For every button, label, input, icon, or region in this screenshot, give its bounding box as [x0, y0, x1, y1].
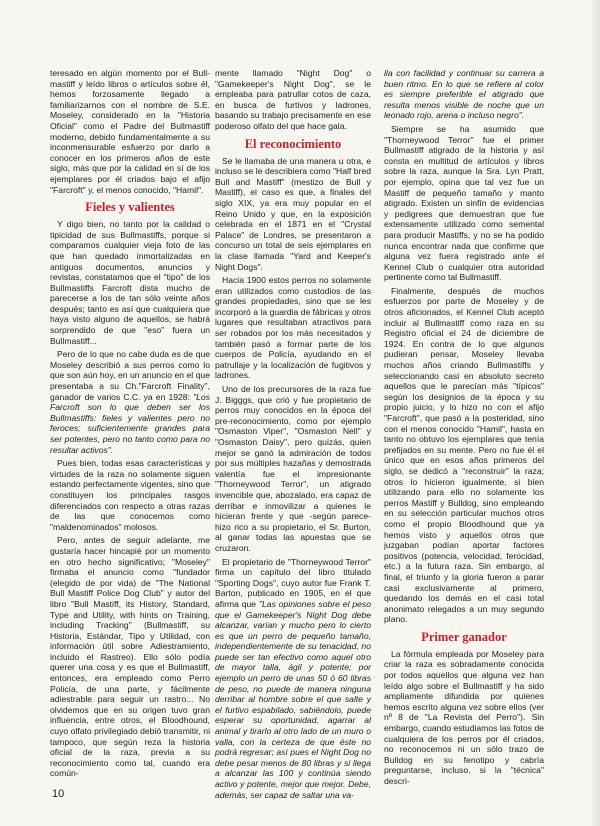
text-column-3	[384, 68, 544, 790]
section-heading-reconocimiento: El reconocimiento	[244, 136, 342, 151]
page-edge-shadow	[590, 0, 600, 826]
paragraph: Finalmente, después de muchos esfuerzos por parte de Moseley y de otros aficionados, el Kennel Club aceptó incluir al Bullmastiff como raza en su Registro oficial el 24 de diciembre de 1924. En contra de lo que algunos pudieran pensar, Moseley llevaba muchos años criando Bullmastiffs y seleccionando casi en absoluto secreto aquellos que le parecían más "típicos" según los designios de la época y su propio juicio, y lo hizo no con el afijo "Farcroft", que pasó a la posteridad, sino con el menos conocido "Hamil", hasta en tanto no obtuvo los ejemplares que tenía prefijados en su mente. Pero no fue él el único que en esos años primeros del siglo, se dedicó a "reconstruir" la raza; otros lo hicieron igualmente, si bien utilizando para ello no solamente los perros Mastiff y Bulldog, sino empleando en su selección particular muchos otros como el propio Bloodhound que ya hemos visto y aquellos otros que juzgaban podían aportar factores positivos (potencia, velocidad, ferocidad, etc.) a la futura raza. Sin embargo, al final, el triunfo y la gloria fueron a parar casi exclusivamente al primero, quedando los demás en el casi total anonimato relegados a un muy segundo plano.	[384, 285, 544, 625]
page-number: 10	[52, 788, 65, 800]
paragraph: Siempre se ha asumido que "Thorneywood Terror" fue el primer Bullmastiff atigrado de la historia y así consta en multitud de artículos y libros sobre la raza, aunque la Sra. Lyn Pratt, por ejemplo, opina que tal vez fue un Mastiff de pequeño tamaño y manto atigrado. Existen un sinfín de evidencias y pedigrees que demuestran que fue extensamente utilizado como semental para producir Mastiffs, y no se ha podido nunca encontrar nada que confirme que alguna vez fuera registrado ante el Kennel Club o cualquier otra autoridad pertinente como tal Bullmastiff.	[384, 123, 544, 283]
paragraph: Se le llamaba de una manera u otra, e incluso se le describiera como "Half bred Bull and Mastiff" (mestizo de Bull y Mastiff), el caso es que, a finales del siglo XIX, ya era muy popular en el Reino Unido y que, en la exposición celebrada en el 1871 en el "Crystal Palace" de Londres, se presentaron a concurso un total de seis ejemplares en la clase llamada "Yard and Keeper's Night Dogs".	[215, 155, 371, 272]
paragraph: Pues bien, todas esas características y virtudes de la raza no solamente siguen estando perfectamente vigentes, sino que constituyen los principales rasgos diferenciados con respecto a otras razas de las que conocemos como "maldenominados" molosos.	[50, 458, 210, 532]
paragraph: mente llamado "Night Dog" o "Gamekeeper's Night Dog", se le empleaba para patrullar cotos de caza, en busca de furtivos y ladrones, basando su trabajo precisamente en ese poderoso olfato del que hace gala.	[215, 68, 371, 131]
section-heading-fieles: Fieles y valientes	[85, 200, 175, 215]
quote-text: "Las opiniones sobre el peso que el Gamekeeper's Night Dog debe alcanzar, varían y mucho pero lo cierto es que un perro de pequeño tamaño, independientemente de su tenacidad, no puede ser tan efectivo como aquel otro de mayor talla, ágil y potente; por ejemplo un perro de unas 50 ó 60 libras de peso, no puede de manera ninguna derribar al hombre sobre el que salte y el furtivo espabilado, sabiéndolo, puede esperar su oportunidad, agarrar al animal y tirarlo al otro lado de un muro o valla, con la certeza de que éste no podrá regresar; así pues el Night Dog no debe pesar menos de 80 libras y si llega a alcanzar las 100 y continúa siendo activo y potente, mejor que mejor. Debe, además, ser capaz de saltar una va-	[215, 598, 371, 800]
paragraph	[50, 349, 210, 455]
paragraph	[215, 557, 371, 801]
text-column-1	[50, 68, 210, 782]
section-heading-primer-ganador: Primer ganador	[421, 629, 507, 644]
quote-paragraph: lla con facilidad y continuar su carrera a buen ritmo. En lo que se refiere al color es siempre preferible el atigrado que resulta menos visible de noche que un leonado rojo, arena o incluso negro".	[384, 68, 544, 121]
text-column-2	[215, 68, 371, 803]
paragraph-text: El propietario de "Thorneywood Terror" firma un capítulo del libro titulado "Sporting Dogs", cuyo autor fue Frank T. Barton, publicado en 1905, en el que afirma que	[215, 556, 371, 609]
quote-text: "Los Farcroft son lo que deben ser los Bullmastiffs: fieles y valientes pero no feroces; suficientemente grandes para ser potentes, pero no tanto como para no resultar activos".	[50, 391, 210, 455]
paragraph-text: Pero de lo que no cabe duda es de que Moseley describió a sus perros como lo que son aún hoy, en un anuncio en el que presentaba a su Ch."Farcroft Finality", ganador de varios C.C. ya en 1928:	[50, 349, 210, 402]
paragraph: Uno de los precursores de la raza fue J. Bigggs, que crió y fue propietario de perros muy conocidos en la época del pre-reconocimiento, como por ejemplo "Osmaston Viper", "Osmaston Nell" y "Osmaston Daisy", pero quizás, quien mejor se ganó la admiración de todos por sus múltiples hazañas y demostrada valentía fue el impresionante "Thorneywood Terror", un atigrado invencible que, abozalado, era capaz de derribar e inmovilizar a quienes le hicieran frente y que -según parece- hizo rico a su propietario, el Sr. Burton, al ganar todas las apuestas que se cruzaron.	[215, 384, 371, 553]
paragraph: teresado en algún momento por el Bullmastiff y leído libros o artículos sobre él, hemos forzosamente llegado a familiarizarnos con el nombre de S.E. Moseley, considerado en la "Historia Oficial" como el Padre del Bullmastiff moderno, debido fundamentalmente a su inconmensurable esfuerzo por darlo a conocer en los primeros años de este siglo, más que por la calidad en sí de los ejemplares por él criados bajo el afijo "Farcroft" y, el menos conocido, "Hamil".	[50, 68, 210, 195]
paragraph: La fórmula empleada por Moseley para criar la raza es sobradamente conocida por todos aquellos que alguna vez han leído algo sobre el Bullmastiff y ha sido ampliamente difundida por quienes hemos escrito alguna vez sobre ellos (ver nº 8 de "La Revista del Perro"). Sin embargo, cuando estudiamos las fotos de cualquiera de los perros por él criados, no reconocemos ni un sólo trazo de Bulldog en su fenotipo y cabría preguntarse, incluso, si la "técnica" descri-	[384, 648, 544, 786]
paragraph: Y digo bien, no tanto por la calidad o tipicidad de sus Bullmastiffs, porque si comparamos cualquier vieja foto de las que han quedado inmortalizadas en antiguos documentos, anuncios y revistas, constatamos que el "tipo" de los Bullmastiffs Farcroft dista mucho de parecerse a los de tan sólo veinte años después; tanto es así que cualquiera que haya visto alguno de aquellos, se habrá sorprendido de que "eso" fuera un Bullmastiff...	[50, 219, 210, 346]
paragraph: Hacia 1900 estos perros no solamente eran utilizados como custodios de las grandes propiedades, sino que se les incorporó a la guardia de fábricas y otros lugares que resultaban atractivos para ser robados por los más necesitados y también pasó a formar parte de los cuerpos de Policía, ayudando en el patrullaje y la localización de fugitivos y ladrones.	[215, 275, 371, 381]
paragraph: Pero, antes de seguir adelante, me gustaría hacer hincapié por un momento en otro hecho significativo; "Moseley" firmaba el anuncio como "fundador (elegido de por vida) de "The National Bull Mastiff Police Dog Club" y autor del libro "Bull Mastiff, its History, Standard, Type and Utility, with hints on Training, including Tracking" (Bullmastiff, su Historia, Estándar, Tipo y Utilidad, con información útil sobre Adiestramiento, incluido el Rastreo). Ello sólo podía querer una cosa y es que el Bullmastiff, entonces, era empleado como Perro Policía, de una parte, y fácilmente adiestrable para seguir un rastro... No olvidemos que en su origen tuvo gran influencia, entre otros, el Bloodhound, cuyo olfato privilegiado debió transmitir, ni tampoco, que según reza la historia oficial de la raza, previa a su reconocimiento como tal, cuando era común-	[50, 535, 210, 779]
